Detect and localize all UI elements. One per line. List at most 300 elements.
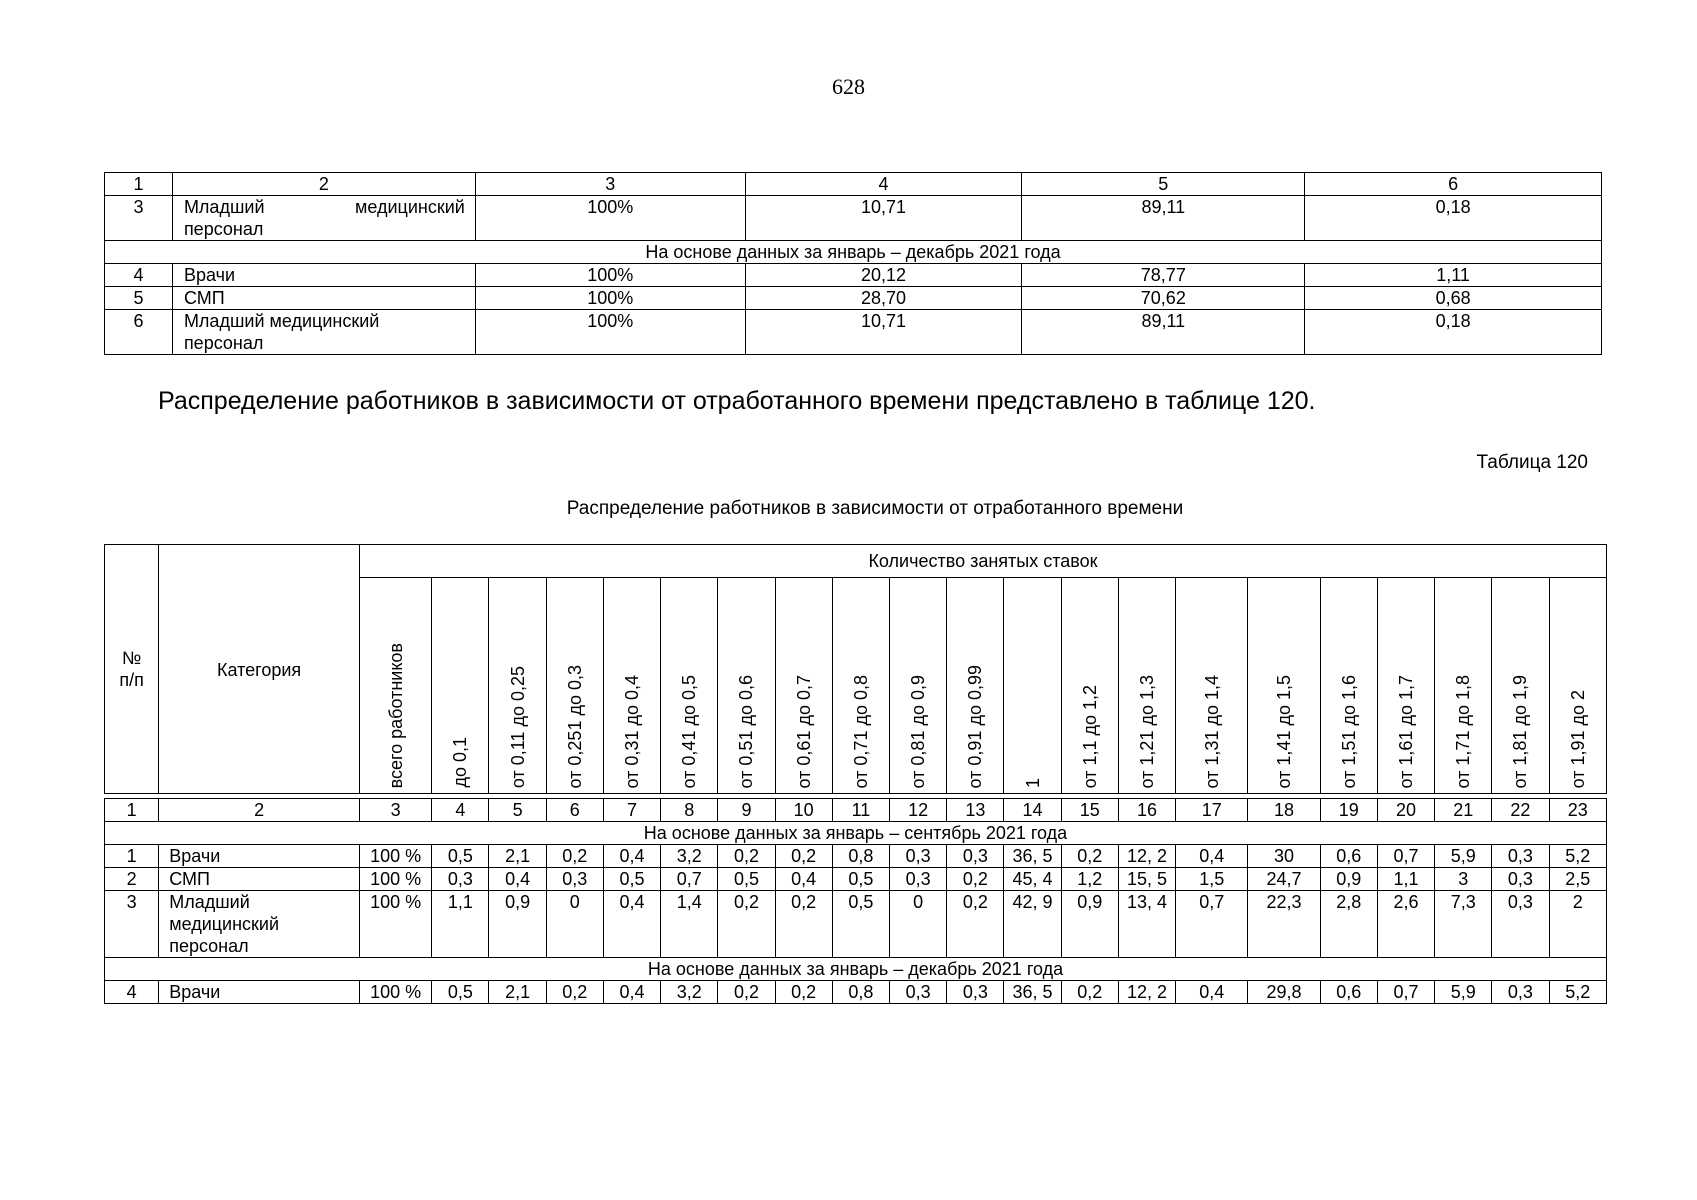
cell bbox=[890, 868, 947, 891]
category-word: Младший медицинский bbox=[183, 311, 380, 331]
cell bbox=[1118, 845, 1175, 868]
column-number: 23 bbox=[1549, 799, 1606, 822]
col-header: 5 bbox=[1022, 173, 1305, 196]
cell bbox=[1320, 891, 1377, 958]
cell-value: 0,7 bbox=[676, 869, 702, 889]
cell bbox=[947, 891, 1004, 958]
cell-value: 0,3 bbox=[1507, 846, 1533, 866]
cell bbox=[947, 845, 1004, 868]
cell-value: 2 bbox=[1572, 892, 1583, 912]
cell: 0,18 bbox=[1305, 310, 1602, 355]
col-header-label: от 1,91 до 2 bbox=[1567, 689, 1588, 788]
col-header-label: от 0,51 до 0,6 bbox=[736, 674, 757, 788]
col-header bbox=[947, 578, 1004, 794]
cell bbox=[1004, 981, 1061, 1004]
cell-value: 0,4 bbox=[619, 892, 645, 912]
col-header: 1 bbox=[105, 173, 173, 196]
cell bbox=[1176, 845, 1248, 868]
column-number: 20 bbox=[1377, 799, 1434, 822]
cell-value: 0,4 bbox=[791, 869, 817, 889]
cell-value: 100 % bbox=[370, 892, 422, 912]
cell-value: 0,9 bbox=[1077, 892, 1103, 912]
col-header-label: до 0,1 bbox=[450, 737, 471, 788]
cell-value: 0,7 bbox=[1199, 892, 1225, 912]
cell bbox=[1435, 868, 1492, 891]
cell-value: 0,3 bbox=[1507, 982, 1533, 1002]
cell: 28,70 bbox=[745, 287, 1022, 310]
cell-value: 1,1 bbox=[1393, 869, 1419, 889]
table-row bbox=[105, 981, 1607, 1004]
cell-value: 36, 5 bbox=[1012, 982, 1053, 1002]
cell: 100% bbox=[475, 196, 745, 241]
cell bbox=[1176, 981, 1248, 1004]
col-header-label: от 0,251 до 0,3 bbox=[564, 664, 585, 788]
cell bbox=[1435, 981, 1492, 1004]
col-header bbox=[1248, 578, 1320, 794]
cell-value: 0,3 bbox=[562, 869, 588, 889]
table-number: Таблица 120 bbox=[1476, 452, 1588, 473]
cell: 100% bbox=[475, 310, 745, 355]
top-table bbox=[104, 172, 1602, 355]
col-header-label: от 1,41 до 1,5 bbox=[1274, 674, 1295, 788]
column-number: 18 bbox=[1248, 799, 1320, 822]
cell: 100% bbox=[475, 287, 745, 310]
cell-value: 0 bbox=[569, 892, 580, 912]
cell-value: 0,9 bbox=[505, 892, 531, 912]
col-header-number: № п/п bbox=[105, 545, 159, 794]
cell bbox=[890, 891, 947, 958]
row-number: 4 bbox=[105, 981, 159, 1004]
cell-value: 0,3 bbox=[962, 982, 988, 1002]
section-label: На основе данных за январь – декабрь 2021 года bbox=[105, 241, 1602, 264]
cell bbox=[359, 868, 431, 891]
table-row bbox=[105, 868, 1607, 891]
category-word: медицинский bbox=[355, 197, 465, 217]
table-row bbox=[105, 891, 1607, 958]
col-header bbox=[432, 578, 489, 794]
cell bbox=[603, 981, 660, 1004]
cell-value: 0,4 bbox=[619, 982, 645, 1002]
col-header bbox=[1320, 578, 1377, 794]
category-line: персонал bbox=[169, 936, 249, 956]
cell-value: 0,3 bbox=[1507, 869, 1533, 889]
row-number: 3 bbox=[105, 196, 173, 241]
row-number: 1 bbox=[105, 845, 159, 868]
col-header-group: Количество занятых ставок bbox=[359, 545, 1606, 578]
cell: 0,68 bbox=[1305, 287, 1602, 310]
cell bbox=[1320, 868, 1377, 891]
cell-value: 2,6 bbox=[1393, 892, 1419, 912]
column-number: 3 bbox=[359, 799, 431, 822]
column-number: 2 bbox=[159, 799, 360, 822]
row-number: 5 bbox=[105, 287, 173, 310]
cell bbox=[1118, 891, 1175, 958]
cell bbox=[1061, 981, 1118, 1004]
category-word: персонал bbox=[183, 219, 264, 239]
cell bbox=[775, 868, 832, 891]
cell bbox=[359, 891, 431, 958]
cell: 0,18 bbox=[1305, 196, 1602, 241]
col-header-label: от 1,81 до 1,9 bbox=[1510, 674, 1531, 788]
cell-value: 42, 9 bbox=[1012, 892, 1053, 912]
row-number: 4 bbox=[105, 264, 173, 287]
column-number: 14 bbox=[1004, 799, 1061, 822]
category-cell bbox=[159, 845, 360, 868]
table-row bbox=[105, 310, 1602, 355]
cell-value: 0,4 bbox=[1199, 846, 1225, 866]
row-number: 6 bbox=[105, 310, 173, 355]
cell bbox=[489, 845, 546, 868]
cell-value: 0,6 bbox=[1336, 982, 1362, 1002]
category-cell: Врачи bbox=[172, 264, 475, 287]
cell bbox=[1377, 981, 1434, 1004]
cell-value: 0,5 bbox=[848, 869, 874, 889]
cell: 78,77 bbox=[1022, 264, 1305, 287]
cell-value: 0,2 bbox=[733, 892, 759, 912]
cell bbox=[546, 845, 603, 868]
cell bbox=[546, 981, 603, 1004]
cell-value: 0,2 bbox=[791, 846, 817, 866]
cell bbox=[661, 891, 718, 958]
section-label: На основе данных за январь – декабрь 2021 года bbox=[105, 958, 1607, 981]
cell-value: 5,9 bbox=[1450, 846, 1476, 866]
cell-value: 0,2 bbox=[962, 869, 988, 889]
cell-value: 0,7 bbox=[1393, 846, 1419, 866]
page-number: 628 bbox=[832, 74, 865, 99]
cell-value: 100 % bbox=[370, 982, 422, 1002]
cell-value: 0,2 bbox=[962, 892, 988, 912]
cell bbox=[890, 845, 947, 868]
cell bbox=[546, 868, 603, 891]
col-header-label: от 1,31 до 1,4 bbox=[1201, 674, 1222, 788]
cell bbox=[832, 845, 889, 868]
cell-value: 2,1 bbox=[505, 982, 531, 1002]
cell-value: 15, 5 bbox=[1126, 869, 1168, 889]
col-header-label: от 1,1 до 1,2 bbox=[1079, 684, 1100, 788]
cell-value: 1,5 bbox=[1199, 869, 1225, 889]
cell bbox=[1549, 981, 1606, 1004]
cell bbox=[489, 891, 546, 958]
cell-value: 13, 4 bbox=[1126, 892, 1168, 912]
section-label: На основе данных за январь – сентябрь 2021 года bbox=[105, 822, 1607, 845]
col-header bbox=[890, 578, 947, 794]
cell-value: 0,5 bbox=[619, 869, 645, 889]
table-header-row bbox=[105, 545, 1607, 578]
col-header-label: от 0,61 до 0,7 bbox=[793, 674, 814, 788]
col-header bbox=[603, 578, 660, 794]
table-row bbox=[105, 287, 1602, 310]
cell bbox=[718, 868, 775, 891]
cell-value: 5,2 bbox=[1565, 982, 1591, 1002]
cell bbox=[603, 845, 660, 868]
cell bbox=[1061, 845, 1118, 868]
col-header bbox=[546, 578, 603, 794]
cell bbox=[947, 981, 1004, 1004]
cell-value: 5,9 bbox=[1450, 982, 1476, 1002]
column-number: 9 bbox=[718, 799, 775, 822]
column-number: 11 bbox=[832, 799, 889, 822]
category-cell bbox=[172, 310, 475, 355]
cell-value: 0,2 bbox=[562, 982, 588, 1002]
column-number: 6 bbox=[546, 799, 603, 822]
col-header-label: от 0,91 до 0,99 bbox=[965, 664, 986, 788]
category-cell bbox=[172, 196, 475, 241]
cell bbox=[775, 891, 832, 958]
cell-value: 29,8 bbox=[1266, 982, 1302, 1002]
category-cell: СМП bbox=[172, 287, 475, 310]
category-line: Врачи bbox=[169, 846, 221, 866]
column-number: 7 bbox=[603, 799, 660, 822]
cell bbox=[1176, 891, 1248, 958]
cell-value: 0,2 bbox=[562, 846, 588, 866]
cell: 1,11 bbox=[1305, 264, 1602, 287]
cell-value: 0,3 bbox=[447, 869, 473, 889]
cell-value: 0,3 bbox=[905, 846, 931, 866]
cell-value: 24,7 bbox=[1266, 869, 1302, 889]
table-header-row bbox=[105, 173, 1602, 196]
cell bbox=[432, 981, 489, 1004]
section-row bbox=[105, 241, 1602, 264]
cell-value: 0,9 bbox=[1336, 869, 1362, 889]
category-line: Врачи bbox=[169, 982, 221, 1002]
row-number: 2 bbox=[105, 868, 159, 891]
cell-value: 1,4 bbox=[676, 892, 702, 912]
cell bbox=[718, 891, 775, 958]
table-row bbox=[105, 845, 1607, 868]
col-header-label: от 0,11 до 0,25 bbox=[507, 665, 528, 788]
column-number: 12 bbox=[890, 799, 947, 822]
cell bbox=[1004, 845, 1061, 868]
cell bbox=[1004, 891, 1061, 958]
col-header bbox=[1176, 578, 1248, 794]
col-header bbox=[1061, 578, 1118, 794]
cell bbox=[1248, 891, 1320, 958]
cell bbox=[1320, 981, 1377, 1004]
section-row bbox=[105, 822, 1607, 845]
cell-value: 2,8 bbox=[1336, 892, 1362, 912]
category-line: медицинский bbox=[169, 914, 280, 934]
cell-value: 1,2 bbox=[1077, 869, 1103, 889]
cell bbox=[718, 845, 775, 868]
col-header bbox=[1118, 578, 1175, 794]
col-header-label: от 0,81 до 0,9 bbox=[908, 674, 929, 788]
cell bbox=[546, 891, 603, 958]
cell bbox=[1492, 981, 1549, 1004]
cell bbox=[661, 868, 718, 891]
cell-value: 45, 4 bbox=[1012, 869, 1053, 889]
cell bbox=[832, 891, 889, 958]
cell-value: 30 bbox=[1274, 846, 1295, 866]
cell-value: 0,2 bbox=[733, 846, 759, 866]
cell bbox=[1492, 845, 1549, 868]
cell-value: 0,2 bbox=[791, 892, 817, 912]
category-line: СМП bbox=[169, 869, 210, 889]
cell bbox=[718, 981, 775, 1004]
cell-value: 3,2 bbox=[676, 982, 702, 1002]
cell-value: 0,2 bbox=[733, 982, 759, 1002]
cell-value: 5,2 bbox=[1565, 846, 1591, 866]
col-header-label: от 0,41 до 0,5 bbox=[679, 674, 700, 788]
cell: 10,71 bbox=[745, 196, 1022, 241]
cell bbox=[832, 868, 889, 891]
cell-value: 100 % bbox=[370, 846, 422, 866]
cell-value: 100 % bbox=[370, 869, 422, 889]
col-header-label: от 0,31 до 0,4 bbox=[622, 674, 643, 788]
cell bbox=[603, 868, 660, 891]
cell bbox=[432, 891, 489, 958]
cell: 89,11 bbox=[1022, 310, 1305, 355]
cell: 10,71 bbox=[745, 310, 1022, 355]
cell bbox=[1004, 868, 1061, 891]
cell bbox=[603, 891, 660, 958]
col-header: 2 bbox=[172, 173, 475, 196]
cell bbox=[775, 981, 832, 1004]
column-number: 1 bbox=[105, 799, 159, 822]
lead-paragraph: Распределение работников в зависимости от отработанного времени представлено в таблице 120. bbox=[158, 387, 1316, 415]
cell bbox=[1248, 981, 1320, 1004]
cell bbox=[1176, 868, 1248, 891]
col-header bbox=[718, 578, 775, 794]
category-cell bbox=[159, 868, 360, 891]
cell-value: 2,5 bbox=[1565, 869, 1591, 889]
col-header bbox=[1004, 578, 1061, 794]
cell-value: 0,8 bbox=[848, 982, 874, 1002]
cell-value: 0,4 bbox=[505, 869, 531, 889]
cell-value: 0,7 bbox=[1393, 982, 1419, 1002]
column-number: 8 bbox=[661, 799, 718, 822]
column-number: 16 bbox=[1118, 799, 1175, 822]
col-header bbox=[775, 578, 832, 794]
cell-value: 0,6 bbox=[1336, 846, 1362, 866]
col-header bbox=[1377, 578, 1434, 794]
cell-value: 0,2 bbox=[1077, 982, 1103, 1002]
cell bbox=[1248, 868, 1320, 891]
cell bbox=[1061, 891, 1118, 958]
cell: 89,11 bbox=[1022, 196, 1305, 241]
cell-value: 0,4 bbox=[1199, 982, 1225, 1002]
cell: 20,12 bbox=[745, 264, 1022, 287]
cell bbox=[489, 868, 546, 891]
col-header bbox=[359, 578, 431, 794]
cell-value: 0,5 bbox=[848, 892, 874, 912]
cell-value: 3 bbox=[1458, 869, 1469, 889]
col-header-label: от 1,71 до 1,8 bbox=[1453, 674, 1474, 788]
cell bbox=[359, 845, 431, 868]
cell bbox=[432, 845, 489, 868]
col-header-label: 1 bbox=[1022, 777, 1043, 788]
cell-value: 0 bbox=[913, 892, 924, 912]
col-header-label: от 1,51 до 1,6 bbox=[1338, 674, 1359, 788]
column-number: 19 bbox=[1320, 799, 1377, 822]
cell bbox=[1492, 891, 1549, 958]
main-table bbox=[104, 544, 1607, 1004]
cell bbox=[1492, 868, 1549, 891]
cell-value: 22,3 bbox=[1266, 892, 1302, 912]
column-number: 4 bbox=[432, 799, 489, 822]
column-number: 5 bbox=[489, 799, 546, 822]
cell: 70,62 bbox=[1022, 287, 1305, 310]
table-title: Распределение работников в зависимости от отработанного времени bbox=[566, 498, 1184, 519]
cell-value: 36, 5 bbox=[1012, 846, 1053, 866]
cell-value: 3,2 bbox=[676, 846, 702, 866]
cell bbox=[432, 868, 489, 891]
category-cell bbox=[159, 891, 360, 958]
cell bbox=[947, 868, 1004, 891]
cell-value: 0,4 bbox=[619, 846, 645, 866]
column-number: 22 bbox=[1492, 799, 1549, 822]
cell-value: 12, 2 bbox=[1126, 846, 1168, 866]
cell bbox=[890, 981, 947, 1004]
cell-value: 2,1 bbox=[505, 846, 531, 866]
cell bbox=[1061, 868, 1118, 891]
cell bbox=[1320, 845, 1377, 868]
cell-value: 0,5 bbox=[447, 982, 473, 1002]
cell bbox=[1549, 891, 1606, 958]
col-header: 4 bbox=[745, 173, 1022, 196]
cell: 100% bbox=[475, 264, 745, 287]
cell bbox=[1377, 891, 1434, 958]
cell bbox=[1377, 845, 1434, 868]
column-number: 13 bbox=[947, 799, 1004, 822]
cell bbox=[1549, 845, 1606, 868]
row-number: 3 bbox=[105, 891, 159, 958]
cell-value: 0,8 bbox=[848, 846, 874, 866]
column-number-row bbox=[105, 799, 1607, 822]
section-row bbox=[105, 958, 1607, 981]
cell bbox=[1118, 981, 1175, 1004]
cell-value: 12, 2 bbox=[1126, 982, 1168, 1002]
table-row bbox=[105, 196, 1602, 241]
cell-value: 0,3 bbox=[905, 982, 931, 1002]
cell bbox=[1118, 868, 1175, 891]
cell bbox=[359, 981, 431, 1004]
cell bbox=[775, 845, 832, 868]
cell-value: 0,5 bbox=[447, 846, 473, 866]
column-number: 10 bbox=[775, 799, 832, 822]
col-header-label: от 0,71 до 0,8 bbox=[850, 674, 871, 788]
category-cell bbox=[159, 981, 360, 1004]
category-line: Младший bbox=[169, 892, 250, 912]
cell bbox=[489, 981, 546, 1004]
col-header bbox=[1492, 578, 1549, 794]
cell-value: 0,2 bbox=[791, 982, 817, 1002]
cell-value: 0,2 bbox=[1077, 846, 1103, 866]
col-header bbox=[661, 578, 718, 794]
cell-value: 7,3 bbox=[1450, 892, 1476, 912]
col-header bbox=[1549, 578, 1606, 794]
col-header: 6 bbox=[1305, 173, 1602, 196]
category-word: персонал bbox=[183, 333, 264, 353]
col-header-label: от 1,61 до 1,7 bbox=[1396, 674, 1416, 788]
column-number: 15 bbox=[1061, 799, 1118, 822]
cell bbox=[1248, 845, 1320, 868]
column-number: 21 bbox=[1435, 799, 1492, 822]
cell-value: 0,5 bbox=[733, 869, 759, 889]
column-number: 17 bbox=[1176, 799, 1248, 822]
col-header bbox=[832, 578, 889, 794]
col-header bbox=[1435, 578, 1492, 794]
col-header: 3 bbox=[475, 173, 745, 196]
col-header-category: Категория bbox=[159, 545, 360, 794]
cell bbox=[1549, 868, 1606, 891]
category-word: Младший bbox=[183, 197, 265, 217]
cell bbox=[1435, 845, 1492, 868]
col-header-label: всего работников bbox=[385, 642, 406, 788]
cell-value: 1,1 bbox=[447, 892, 473, 912]
cell bbox=[832, 981, 889, 1004]
cell-value: 0,3 bbox=[1507, 892, 1533, 912]
cell-value: 0,3 bbox=[905, 869, 931, 889]
